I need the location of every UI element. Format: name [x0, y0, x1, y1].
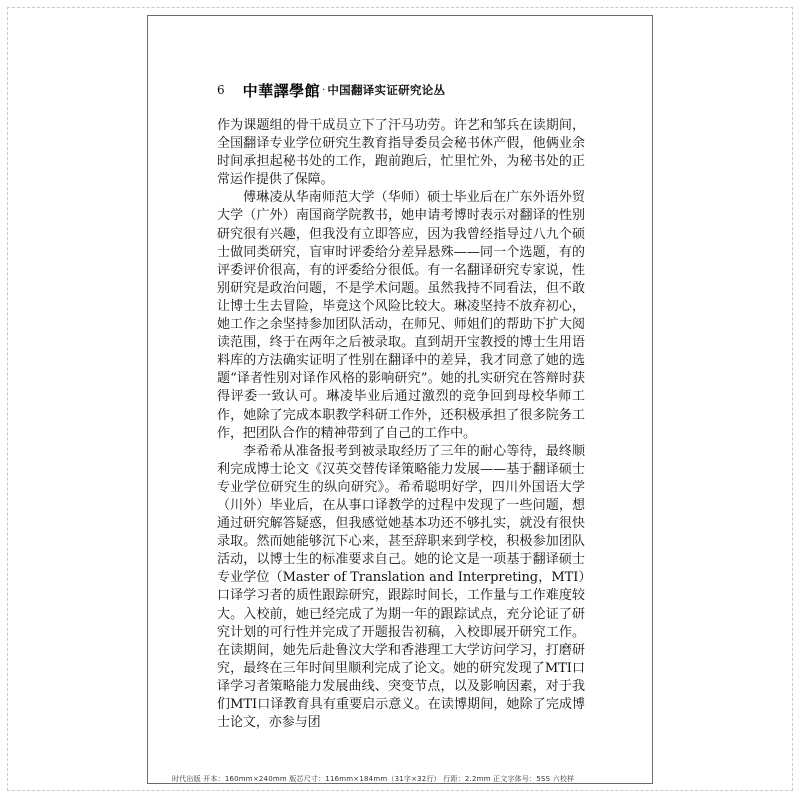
- body-text: [217, 117, 585, 732]
- paragraph-li-xixi: 李希希从准备报考到被录取经历了三年的耐心等待，最终顺利完成博士论文《汉英交替传译策略能力发展——基于翻译硕士专业学位研究生的纵向研究》。希希聪明好学，四川外国语大学（川外）毕业后，在从事口译教学的过程中发现了一些问题，想通过研究解答疑惑，但我感觉她基本功还不够扎实，就没有很快录取。然而她能够沉下心来，甚至辞职来到学校，积极参加团队活动，以博士生的标准要求自己。她的论文是一项基于翻译硕士专业学位（Master of Translation and Interpreting，MTI）口译学习者的质性跟踪研究，跟踪时间长，工作量与工作难度较大。入校前，她已经完成了为期一年的跟踪试点，充分论证了研究计划的可行性并完成了开题报告初稿，入校即展开研究工作。在读期间，她先后赴鲁汶大学和香港理工大学访问学习，打磨研究，最终在三年时间里顺利完成了论文。她的研究发现了MTI口译学习者策略能力发展曲线、突变节点，以及影响因素，对于我们MTI口译教育具有重要启示意义。在读博期间，她除了完成博士论文，亦参与团: [217, 443, 585, 731]
- paragraph-continued: 作为课题组的骨干成员立下了汗马功劳。许艺和邹兵在读期间，全国翻译专业学位研究生教育指导委员会秘书休产假，他俩业余时间承担起秘书处的工作，跑前跑后，忙里忙外，为秘书处的正常运作提供了保障。: [217, 118, 585, 188]
- series-logo: 中華譯學館: [242, 81, 321, 100]
- page-number: 6: [217, 83, 225, 97]
- running-head: [217, 78, 597, 102]
- book-title: 中国翻译实证研究论丛: [327, 83, 446, 97]
- header-separator: ·: [322, 84, 326, 96]
- proof-footer-info: 时代出版 开本：160mm×240mm 版芯尺寸：116mm×184mm（31字×32行） 行距：2.2mm 正文字体号：5SS 六校样: [172, 775, 575, 783]
- paragraph-fu-linling: 傅琳凌从华南师范大学（华师）硕士毕业后在广东外语外贸大学（广外）南国商学院教书，她申请考博时表示对翻译的性别研究很有兴趣，但我没有立即答应，因为我曾经指导过八九个硕士做同类研究，盲审时评委给分差异悬殊——同一个选题，有的评委评价很高，有的评委给分很低。有一名翻译研究专家说，性别研究是政治问题，不是学术问题。虽然我持不同看法，但不敢让博士生去冒险，毕竟这个风险比较大。琳凌坚持不放弃初心，她工作之余坚持参加团队活动，在师兄、师姐们的帮助下扩大阅读范围，终于在两年之后被录取。直到胡开宝教授的博士生用语料库的方法确实证明了性别在翻译中的差异，我才同意了她的选题“译者性别对译作风格的影响研究”。她的扎实研究在答辩时获得评委一致认可。琳凌毕业后通过激烈的竞争回到母校华师工作，她除了完成本职教学科研工作外，还积极承担了很多院务工作，把团队合作的精神带到了自己的工作中。: [217, 190, 585, 441]
